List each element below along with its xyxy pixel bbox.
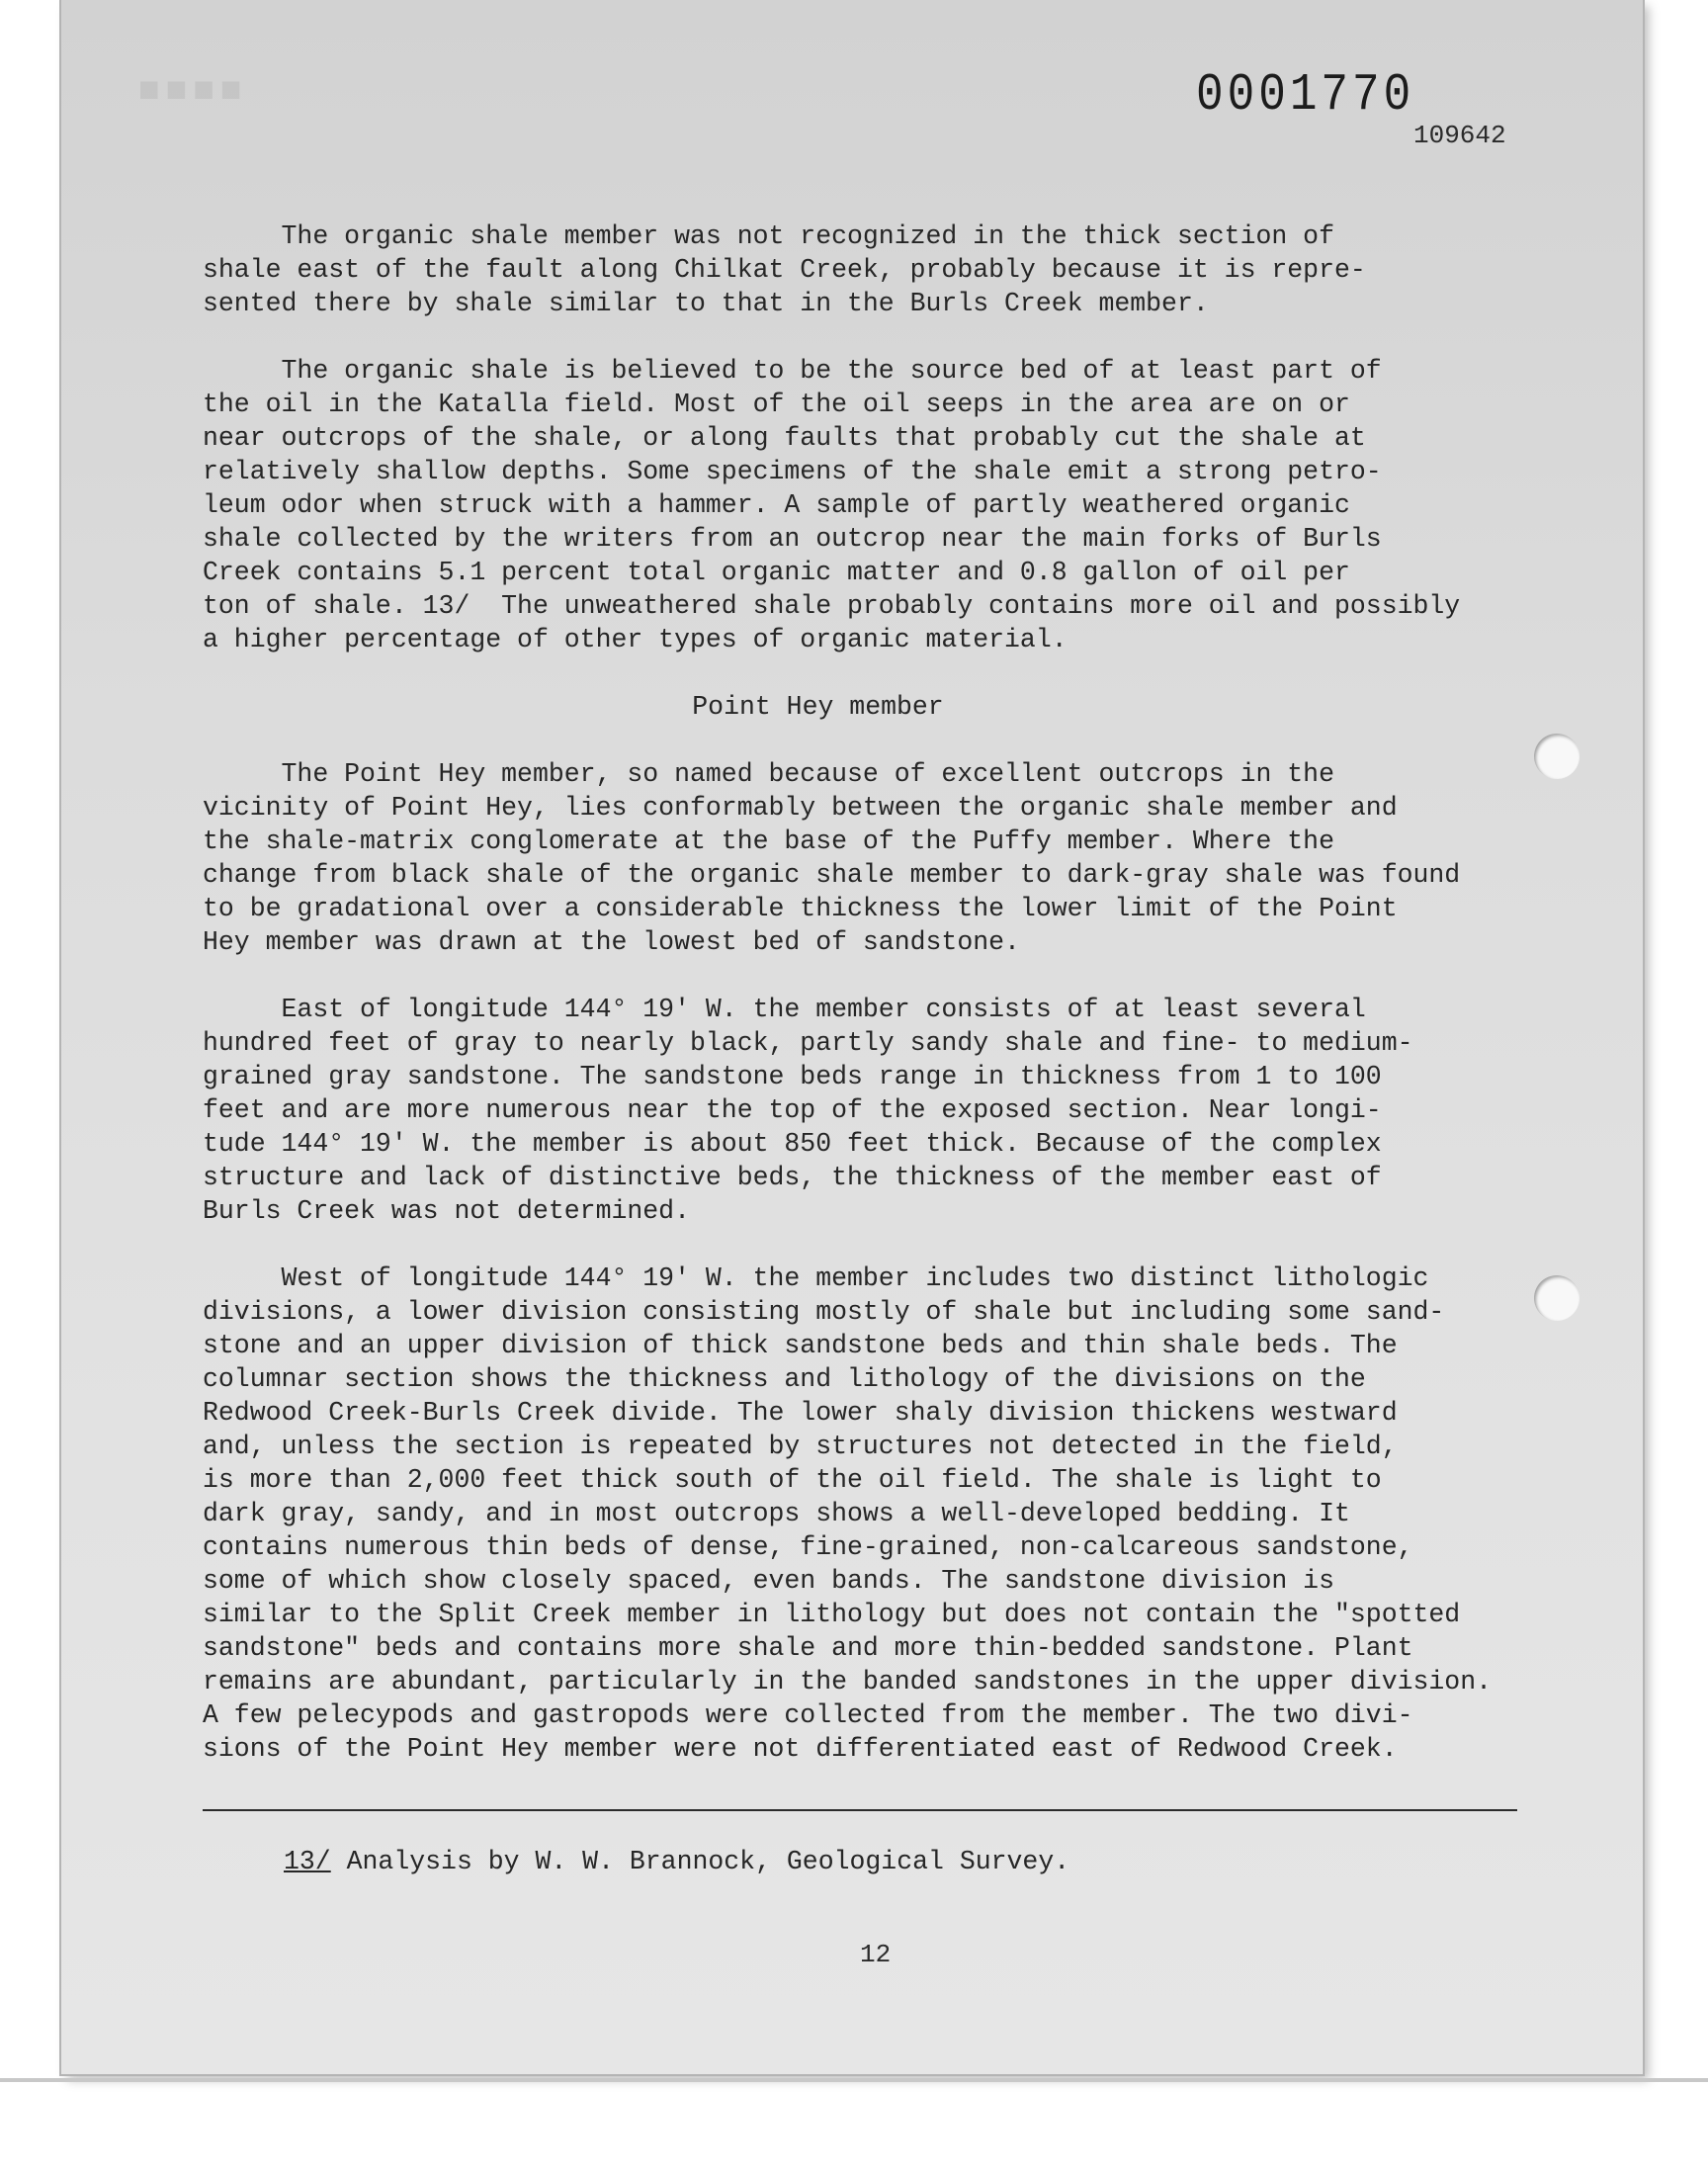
footnote-text: Analysis by W. W. Brannock, Geological Survey.	[330, 1847, 1070, 1876]
page-number: 12	[860, 1940, 892, 1969]
section-paragraph-1: The Point Hey member, so named because of excellent outcrops in the vicinity of Point Hey, lies conformably between the organic shale member and the shale-matrix conglomerate at the base of the Puffy member. Where the change from black shale of the organic shale member to dark-gray shale was found to be gradational over a considerable thickness the lower limit of the Point Hey member was drawn at the lowest bed of sandstone.	[203, 759, 1461, 957]
section-paragraph-2: East of longitude 144° 19' W. the member consists of at least several hundred feet of gray to nearly black, partly sandy shale and fine- to medium- grained gray sandstone. The sandstone beds range in thickness from 1 to 100 feet and are more numerous near the top of the exposed section. Near longi- tude 144° 19' W. the member is about 850 feet thick. Because of the complex structure and lack of distinctive beds, the thickness of the member east of Burls Creek was not determined.	[203, 995, 1413, 1226]
paragraph-2: The organic shale is believed to be the source bed of at least part of the oil in the Katalla field. Most of the oil seeps in the area are on or near outcrops of the shale, or along faults that probably cut the shale at relatively shallow depths. Some specimens of the shale emit a strong petro- leum odor when struck with a hammer. A sample of partly weathered organic shale collected by the writers from an outcrop near the main forks of Burls Creek contains 5.1 percent total organic matter and 0.8 gallon of oil per ton of shale. 13/ The unweathered shale probably contains more oil and possibly a higher percentage of other types of organic material.	[203, 356, 1461, 654]
section-paragraph-3: West of longitude 144° 19' W. the member includes two distinct lithologic divisions, a lower division consisting mostly of shale but including some sand- stone and an upper division of thick sandstone beds and thin shale beds. The columnar section shows the thickness and lithology of the divisions on the Redwood Creek-Burls Creek divide. The lower shaly division thickens westward and, unless the section is repeated by structures not detected in the field, is more than 2,000 feet thick south of the oil field. The shale is light to dark gray, sandy, and in most outcrops shows a well-developed bedding. It contains numerous thin beds of dense, fine-grained, non-calcareous sandstone, some of which show closely spaced, even bands. The sandstone division is similar to the Split Creek member in lithology but does not contain the "spotted sandstone" beds and contains more shale and more thin-bedded sandstone. Plant remains are abundant, particularly in the banded sandstones in the upper division. A few pelecypods and gastropods were collected from the member. The two divi- sions of the Point Hey member were not differentiated east of Redwood Creek.	[203, 1263, 1493, 1764]
footnote-divider	[203, 1809, 1517, 1811]
section-heading: Point Hey member	[692, 692, 944, 722]
punch-hole-icon	[1534, 1275, 1580, 1321]
punch-hole-icon	[1534, 734, 1580, 779]
scan-edge	[0, 2078, 1708, 2082]
stamp-number: 0001770	[1196, 65, 1415, 125]
footnote-ref: 13/	[284, 1847, 331, 1876]
paragraph-1: The organic shale member was not recognized in the thick section of shale east of the fault along Chilkat Creek, probably because it is repre- sented there by shale similar to that in the Burls Creek member.	[203, 221, 1366, 318]
footnote	[284, 1847, 1069, 1876]
bleed-through-mark: ■■■■	[138, 71, 248, 112]
document-number: 109642	[1413, 121, 1506, 150]
document-body	[203, 219, 1527, 1799]
